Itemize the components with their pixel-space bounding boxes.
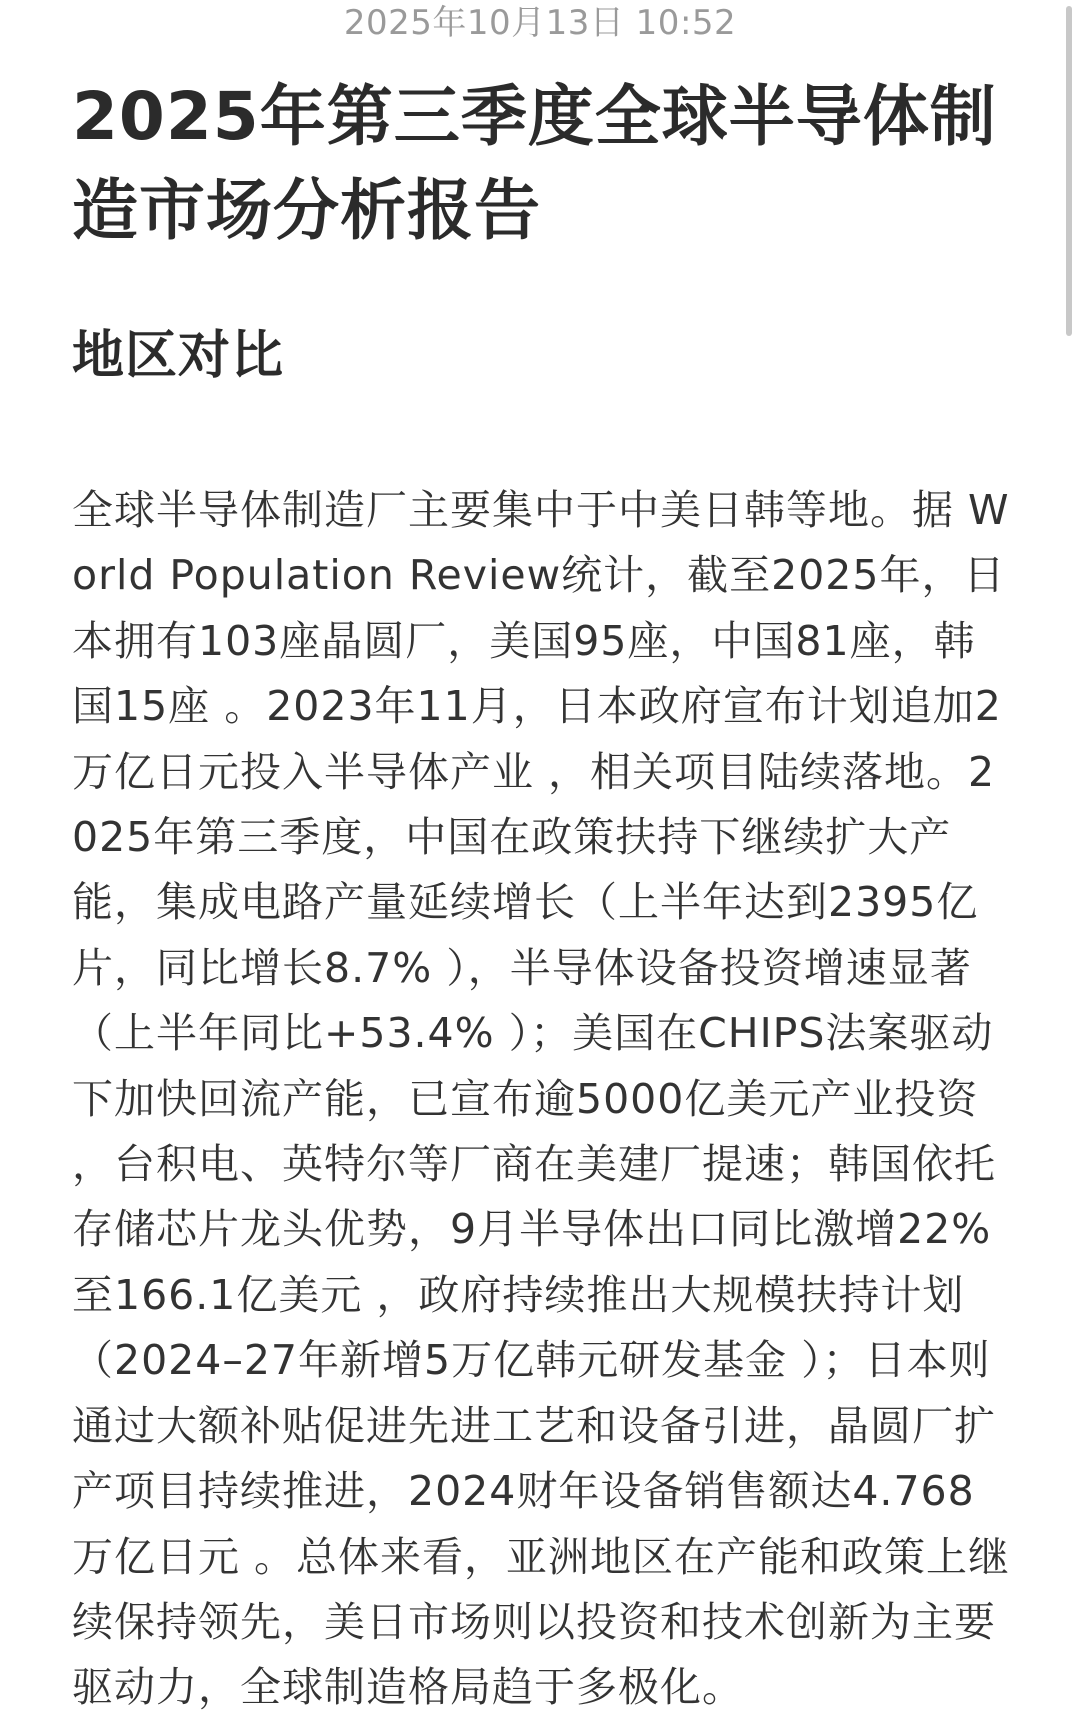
page-title: 2025年第三季度全球半导体制造市场分析报告 [72,78,997,249]
section-heading: 地区对比 [72,326,285,386]
scrollbar[interactable] [1066,6,1072,336]
timestamp: 2025年10月13日 10:52 [343,3,737,43]
section-body: 全球半导体制造厂主要集中于中美日韩等地。据 World Population Review统计，截至2025年，日本拥有103座晶圆厂，美国95座，中国81座，韩国15座 。2023年11月，日本政府宣布计划追加2万亿日元投入半导体产业 ，相关项目陆续落地。2025年第三季度，中国在政策扶持下继续扩大产能，集成电路产量延续增长（上半年达到2395亿片，同比增长8.7% ），半导体设备投资增速显著（上半年同比+53.4% ）；美国在CHIPS法案驱动下加快回流产能，已宣布逾5000亿美元产业投资 ，台积电、英特尔等厂商在美建厂提速；韩国依托存储芯片龙头优势，9月半导体出口同比激增22%至166.1亿美元 ，政府持续推出大规模扶持计划（2024–27年新增5万亿韩元研发基金 ）；日本则通过大额补贴促进先进工艺和设备引进，晶圆厂扩产项目持续推进，2024财年设备销售额达4.768万亿日元 。总体来看，亚洲地区在产能和政策上继续保持领先，美日市场则以投资和技术创新为主要驱动力，全球制造格局趋于多极化。 [72,486,1011,1712]
